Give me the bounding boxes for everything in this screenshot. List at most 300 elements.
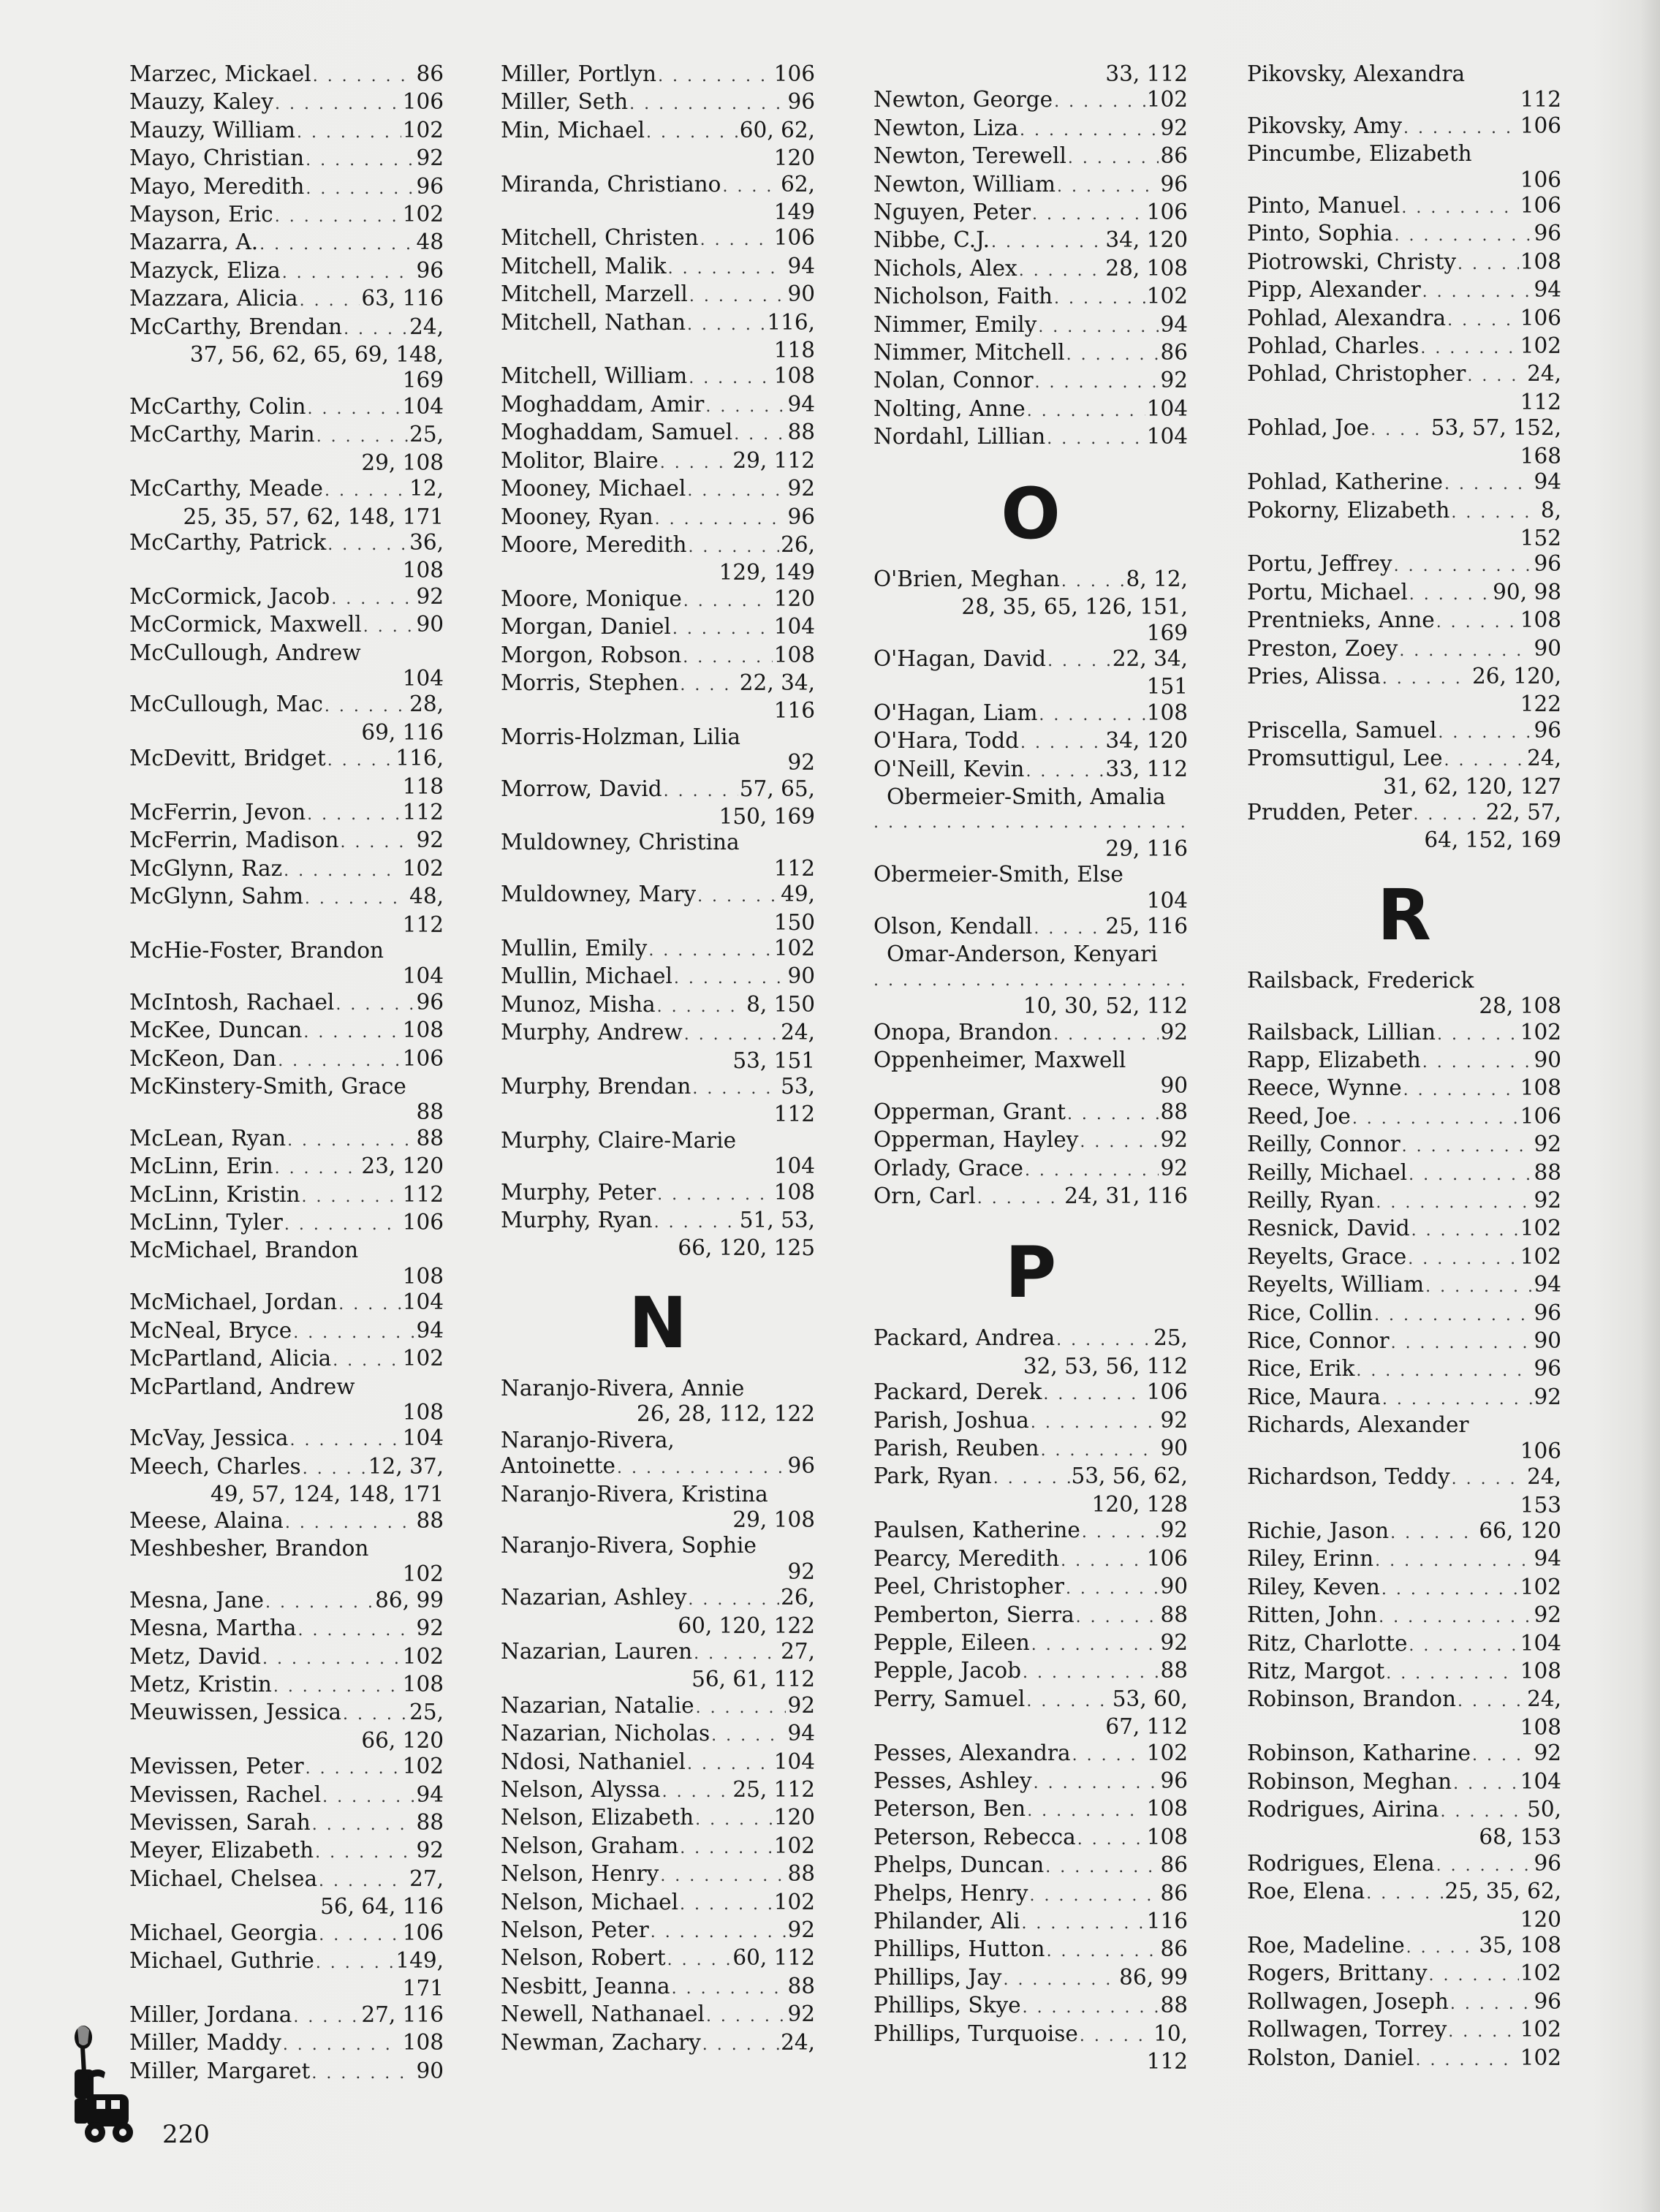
entry-name: McLinn, Tyler xyxy=(129,1210,283,1235)
entry-name: Meech, Charles xyxy=(129,1453,301,1479)
dot-leader xyxy=(1066,342,1159,368)
entry-name: Rodrigues, Airina xyxy=(1247,1796,1439,1822)
dot-leader xyxy=(1447,308,1519,333)
entry-pages: 53, 60, xyxy=(1112,1686,1188,1711)
entry-pages: 25, xyxy=(1153,1325,1188,1351)
entry-name: Muldowney, Mary xyxy=(501,882,697,907)
dot-leader xyxy=(343,1702,408,1727)
index-entry xyxy=(501,1945,815,1973)
entry-pages: 94 xyxy=(1534,469,1561,495)
entry-name: Mazyck, Eliza xyxy=(129,257,281,283)
entry-name: Pikovsky, Amy xyxy=(1247,113,1403,138)
entry-pages: 108 xyxy=(773,363,815,389)
entry-pages: 88 xyxy=(1534,1159,1561,1185)
index-entry xyxy=(129,1700,444,1754)
entry-pages: 102 xyxy=(402,1346,444,1371)
dot-leader xyxy=(1413,802,1484,827)
index-entry xyxy=(1247,1575,1561,1602)
dot-leader xyxy=(1023,1660,1159,1686)
entry-pages: 102 xyxy=(773,1833,815,1858)
entry-name: Parish, Joshua xyxy=(873,1407,1029,1433)
entry-pages: 120 xyxy=(773,1805,815,1830)
entry-pages: 86 xyxy=(1160,1880,1188,1906)
index-entry xyxy=(129,230,444,257)
index-entry xyxy=(1247,580,1561,607)
index-entry xyxy=(1247,1961,1561,1988)
entry-name: O'Brien, Meghan xyxy=(873,566,1060,591)
index-entry xyxy=(1247,1989,1561,2017)
index-entry xyxy=(129,476,444,530)
index-entry xyxy=(873,1048,1188,1099)
entry-pages-continuation: 112 xyxy=(1146,2049,1188,2074)
entry-name: Molitor, Blaire xyxy=(501,447,659,473)
entry-pages: 22, 57, xyxy=(1485,799,1561,825)
entry-pages: 24, xyxy=(409,314,444,339)
entry-pages: 88 xyxy=(787,420,815,445)
index-entry xyxy=(873,227,1188,255)
index-entry xyxy=(129,1346,444,1374)
section-letter: O xyxy=(1001,472,1061,555)
entry-pages: 92 xyxy=(787,2001,815,2027)
index-entry xyxy=(1247,746,1561,800)
index-entry xyxy=(873,1741,1188,1768)
entry-pages-continuation: 108 xyxy=(402,558,444,583)
index-entry xyxy=(1247,1933,1561,1961)
entry-name: O'Hagan, Liam xyxy=(873,700,1038,725)
dot-leader xyxy=(327,748,395,773)
entry-name: Peterson, Ben xyxy=(873,1796,1026,1822)
index-entry xyxy=(873,914,1188,942)
entry-name: Morrow, David xyxy=(501,776,662,801)
dot-leader xyxy=(1032,202,1145,227)
index-entry xyxy=(129,827,444,855)
entry-pages: 63, 116 xyxy=(361,286,444,311)
index-entry xyxy=(129,1374,444,1426)
entry-name: Morris-Holzman, Lilia xyxy=(501,724,740,749)
index-entry xyxy=(501,254,815,281)
entry-pages: 106 xyxy=(773,61,815,86)
entry-name: McHie-Foster, Brandon xyxy=(129,938,384,963)
entry-pages: 102 xyxy=(1520,1961,1561,1986)
dot-leader xyxy=(319,1923,401,1948)
entry-pages: 102 xyxy=(1146,284,1188,309)
entry-name: Mevissen, Rachel xyxy=(129,1781,322,1807)
index-entry xyxy=(129,1672,444,1700)
entry-pages: 149, xyxy=(395,1948,444,1974)
entry-pages: 50, xyxy=(1527,1796,1561,1822)
dot-leader xyxy=(331,586,414,612)
dot-leader xyxy=(1403,115,1519,141)
entry-name: Nelson, Peter xyxy=(501,1917,649,1942)
index-entry xyxy=(129,612,444,640)
entry-name: Priscella, Samuel xyxy=(1247,717,1437,743)
index-entry xyxy=(129,856,444,884)
dot-leader xyxy=(1035,370,1159,395)
entry-pages: 104 xyxy=(402,1425,444,1451)
entry-pages-continuation: 69, 116 xyxy=(361,719,444,745)
index-entry xyxy=(1247,221,1561,249)
dot-leader xyxy=(1436,610,1519,635)
entry-pages: 25, 35, 62, xyxy=(1444,1879,1561,1904)
index-entry xyxy=(129,1289,444,1317)
entry-pages: 104 xyxy=(1520,1630,1561,1656)
dot-leader xyxy=(1054,286,1145,311)
entry-pages: 96 xyxy=(787,1453,815,1479)
entry-name: Naranjo-Rivera, Annie xyxy=(501,1375,745,1401)
entry-pages: 28, xyxy=(409,692,444,717)
dot-leader xyxy=(1029,1883,1159,1909)
entry-name: Mevissen, Sarah xyxy=(129,1810,311,1835)
index-entry xyxy=(873,172,1188,200)
entry-pages: 92 xyxy=(416,583,444,609)
entry-name: Nazarian, Lauren xyxy=(501,1638,693,1664)
entry-name: Piotrowski, Christy xyxy=(1247,249,1456,274)
index-entry xyxy=(1247,1879,1561,1933)
index-entry xyxy=(501,586,815,614)
index-entry xyxy=(501,830,815,882)
dot-leader xyxy=(1072,1743,1145,1768)
index-entry xyxy=(129,118,444,145)
entry-pages: 108 xyxy=(402,1671,444,1697)
index-entry xyxy=(1247,61,1561,113)
dot-leader xyxy=(1425,1274,1532,1300)
entry-pages-continuation: 112 xyxy=(773,1102,815,1127)
entry-pages: 53, 57, 152, xyxy=(1430,415,1561,441)
index-entry xyxy=(1247,306,1561,333)
dot-leader xyxy=(683,645,772,670)
dot-leader xyxy=(684,1022,779,1048)
entry-name: Reed, Joe xyxy=(1247,1103,1351,1129)
entry-pages-continuation: 151 xyxy=(1146,674,1188,700)
entry-name: McCarthy, Patrick xyxy=(129,529,327,555)
entry-pages: 29, 112 xyxy=(732,447,815,473)
dot-leader xyxy=(1403,1077,1519,1103)
entry-name: Roe, Madeline xyxy=(1247,1933,1405,1958)
index-column-4 xyxy=(1247,61,1561,2073)
entry-pages: 106 xyxy=(1520,1103,1561,1129)
index-entry xyxy=(873,1127,1188,1155)
dot-leader xyxy=(283,2032,401,2058)
index-entry xyxy=(501,1833,815,1861)
entry-pages-continuation: 169 xyxy=(402,368,444,393)
entry-pages: 36, xyxy=(409,529,444,555)
entry-name: Nazarian, Ashley xyxy=(501,1585,687,1610)
index-entry xyxy=(873,1768,1188,1796)
entry-name: Rice, Erik xyxy=(1247,1356,1355,1382)
dot-leader xyxy=(1422,1050,1533,1075)
entry-pages: 90, 98 xyxy=(1493,579,1561,605)
entry-pages: 92 xyxy=(1160,1019,1188,1045)
dot-leader xyxy=(308,396,401,422)
dot-leader xyxy=(302,1184,401,1210)
dot-leader xyxy=(1056,1327,1152,1353)
entry-name: Meese, Alaina xyxy=(129,1507,284,1533)
index-entry xyxy=(129,1074,444,1126)
index-entry xyxy=(501,936,815,963)
entry-pages: 22, 34, xyxy=(739,670,815,695)
index-entry xyxy=(129,145,444,173)
dot-leader xyxy=(1438,720,1532,746)
dot-leader xyxy=(734,422,786,447)
entry-pages: 12, 37, xyxy=(368,1453,444,1479)
entry-pages: 96 xyxy=(1160,1768,1188,1793)
entry-pages: 92 xyxy=(787,476,815,501)
entry-pages: 34, 120 xyxy=(1105,728,1188,754)
entry-pages-continuation: 106 xyxy=(1520,1438,1561,1463)
dot-leader xyxy=(664,779,738,804)
index-entry xyxy=(501,1482,815,1534)
entry-pages-continuation: 104 xyxy=(402,963,444,989)
entry-name: Nazarian, Nicholas xyxy=(501,1721,710,1746)
entry-pages: 108 xyxy=(1146,1796,1188,1822)
index-entry xyxy=(873,1658,1188,1686)
entry-pages: 106 xyxy=(1146,1379,1188,1405)
index-entry xyxy=(501,1376,815,1428)
dot-leader xyxy=(697,884,779,909)
entry-pages: 49, xyxy=(781,882,815,907)
entry-pages-continuation: 152 xyxy=(1520,525,1561,550)
entry-name: Newell, Nathanael xyxy=(501,2001,705,2027)
index-entry xyxy=(129,1454,444,1508)
entry-name: Opperman, Hayley xyxy=(873,1127,1079,1153)
dot-leader xyxy=(1066,1576,1159,1602)
entry-pages-continuation: 31, 62, 120, 127 xyxy=(1383,773,1561,799)
entry-name: McKeon, Dan xyxy=(129,1045,277,1071)
entry-pages: 102 xyxy=(1520,1574,1561,1599)
entry-name: Murphy, Peter xyxy=(501,1179,656,1205)
entry-name: Pemberton, Sierra xyxy=(873,1602,1075,1627)
entry-name: Morgan, Daniel xyxy=(501,614,671,640)
entry-pages: 27, xyxy=(781,1638,815,1664)
entry-pages: 96 xyxy=(416,989,444,1015)
entry-pages: 92 xyxy=(1160,1629,1188,1655)
index-entry xyxy=(1247,1328,1561,1356)
dot-leader xyxy=(705,394,786,420)
entry-pages: 96 xyxy=(1534,1988,1561,2014)
dot-leader xyxy=(293,2004,360,2030)
dot-leader xyxy=(667,1947,732,1973)
entry-pages: 96 xyxy=(1534,1850,1561,1876)
entry-pages: 12, xyxy=(409,476,444,501)
entry-pages-continuation: 108 xyxy=(402,1399,444,1425)
dot-leader xyxy=(1025,1158,1159,1183)
entry-name: Mooney, Ryan xyxy=(501,504,653,529)
entry-name: Railsback, Frederick xyxy=(1247,967,1474,993)
index-column-1 xyxy=(129,61,444,2086)
entry-name: Nelson, Michael xyxy=(501,1889,679,1914)
index-entry xyxy=(501,448,815,476)
index-entry xyxy=(129,1644,444,1672)
dot-leader xyxy=(694,1641,779,1667)
dot-leader xyxy=(1054,89,1145,115)
dot-leader xyxy=(262,1646,401,1672)
index-entry xyxy=(873,424,1188,452)
entry-name: McDevitt, Bridget xyxy=(129,746,326,771)
entry-name: Preston, Zoey xyxy=(1247,635,1398,661)
entry-pages: 26, xyxy=(781,1585,815,1610)
entry-pages: 24, xyxy=(1527,361,1561,387)
entry-pages-continuation: 153 xyxy=(1520,1492,1561,1518)
dot-leader xyxy=(305,886,408,912)
dot-leader xyxy=(300,288,360,314)
index-entry xyxy=(873,1993,1188,2020)
entry-name: Min, Michael xyxy=(501,117,645,143)
index-entry xyxy=(1247,1631,1561,1659)
entry-name: McMichael, Jordan xyxy=(129,1289,338,1315)
dot-leader xyxy=(315,1840,414,1866)
entry-name: Pipp, Alexander xyxy=(1247,277,1421,303)
entry-pages: 96 xyxy=(1534,717,1561,743)
entry-name: Nguyen, Peter xyxy=(873,200,1031,225)
entry-name: Nelson, Alyssa xyxy=(501,1776,661,1802)
entry-name: McMichael, Brandon xyxy=(129,1238,359,1263)
dot-leader xyxy=(660,1863,786,1889)
entry-name: Mayson, Eric xyxy=(129,202,273,227)
entry-pages: 94 xyxy=(416,1781,444,1807)
index-entry xyxy=(873,368,1188,395)
entry-name: McCarthy, Marin xyxy=(129,422,315,447)
index-entry xyxy=(873,312,1188,340)
entry-pages: 108 xyxy=(1146,1824,1188,1849)
index-entry xyxy=(873,1183,1188,1211)
index-entry xyxy=(129,394,444,422)
entry-pages: 92 xyxy=(1534,1741,1561,1766)
dot-leader xyxy=(306,176,414,202)
entry-pages-continuation: 118 xyxy=(773,338,815,363)
entry-name: Moore, Meredith xyxy=(501,531,687,557)
index-entry xyxy=(1247,1686,1561,1741)
entry-pages: 94 xyxy=(416,1317,444,1343)
entry-pages: 60, 112 xyxy=(732,1945,815,1971)
index-entry xyxy=(501,1585,815,1639)
index-entry xyxy=(501,420,815,447)
entry-name: McCormick, Maxwell xyxy=(129,612,362,637)
entry-name: Rogers, Brittany xyxy=(1247,1961,1428,1986)
entry-pages: 26, 120, xyxy=(1472,663,1561,689)
index-entry xyxy=(129,314,444,394)
entry-pages-continuation: 88 xyxy=(416,1099,444,1125)
dot-leader xyxy=(1429,1963,1519,1988)
entry-pages-continuation: 168 xyxy=(1520,443,1561,469)
dot-leader xyxy=(689,284,787,309)
index-entry xyxy=(1247,193,1561,221)
index-entry xyxy=(129,1018,444,1045)
index-entry xyxy=(1247,1356,1561,1384)
entry-pages: 102 xyxy=(402,1643,444,1669)
index-entry xyxy=(873,757,1188,784)
entry-name: Opperman, Grant xyxy=(873,1099,1066,1124)
index-entry xyxy=(129,800,444,827)
entry-pages: 86, 99 xyxy=(375,1587,444,1613)
entry-pages: 102 xyxy=(1520,1216,1561,1241)
entry-name: Miller, Margaret xyxy=(129,2058,311,2083)
index-entry xyxy=(501,504,815,532)
entry-pages: 53, 56, 62, xyxy=(1071,1463,1188,1489)
entry-name: Murphy, Ryan xyxy=(501,1208,653,1233)
entry-name: McPartland, Alicia xyxy=(129,1346,332,1371)
dot-leader xyxy=(1053,1022,1159,1048)
entry-pages: 88 xyxy=(416,1125,444,1151)
dot-leader xyxy=(687,1751,773,1777)
entry-name: Newton, William xyxy=(873,171,1055,197)
entry-pages: 112 xyxy=(402,799,444,825)
dot-leader xyxy=(687,478,786,504)
index-entry xyxy=(1247,1412,1561,1464)
entry-name: O'Hagan, David xyxy=(873,645,1047,671)
entry-name: Pesses, Ashley xyxy=(873,1768,1032,1793)
entry-pages-continuation: 49, 57, 124, 148, 171 xyxy=(210,1482,444,1507)
dot-leader xyxy=(1409,582,1491,607)
entry-name: Portu, Jeffrey xyxy=(1247,551,1392,577)
entry-name: Phillips, Skye xyxy=(873,1993,1021,2018)
entry-name: McCormick, Jacob xyxy=(129,583,330,609)
index-entry xyxy=(501,1639,815,1693)
section-letter: P xyxy=(1004,1232,1057,1314)
entry-pages: 108 xyxy=(1520,607,1561,633)
index-entry xyxy=(501,1428,815,1482)
entry-pages-continuation: 112 xyxy=(1520,389,1561,414)
index-entry xyxy=(501,1693,815,1721)
entry-pages: 102 xyxy=(1520,2045,1561,2070)
dot-leader xyxy=(1415,2048,1518,2073)
dot-leader xyxy=(1390,1520,1477,1546)
entry-pages: 108 xyxy=(773,1179,815,1205)
entry-pages: 8, 12, xyxy=(1126,566,1188,591)
index-entry xyxy=(129,1536,444,1588)
entry-name: McVay, Jessica xyxy=(129,1425,289,1451)
entry-pages: 96 xyxy=(1534,1356,1561,1382)
dot-leader xyxy=(275,1156,360,1181)
entry-name: Oppenheimer, Maxwell xyxy=(873,1048,1126,1072)
entry-name: Perry, Samuel xyxy=(873,1686,1026,1711)
entry-name: Pepple, Jacob xyxy=(873,1658,1021,1683)
entry-pages-continuation: 120 xyxy=(1520,1906,1561,1932)
entry-name: Pokorny, Elizabeth xyxy=(1247,497,1450,523)
entry-name: Rice, Maura xyxy=(1247,1384,1381,1409)
index-entry xyxy=(1247,1602,1561,1630)
dot-leader xyxy=(706,2004,787,2029)
dot-leader xyxy=(688,534,779,560)
index-entry xyxy=(1247,249,1561,277)
index-entry xyxy=(129,1126,444,1154)
entry-name: Peterson, Rebecca xyxy=(873,1824,1076,1849)
entry-pages: 104 xyxy=(402,393,444,419)
entry-pages: 102 xyxy=(773,936,815,961)
entry-name: Phillips, Hutton xyxy=(873,1936,1045,1962)
dot-leader xyxy=(617,1455,786,1481)
entry-name: Murphy, Claire-Marie xyxy=(501,1127,737,1153)
index-entry xyxy=(1247,141,1561,193)
entry-pages-continuation: 66, 120 xyxy=(361,1727,444,1753)
index-entry xyxy=(129,1782,444,1810)
dot-leader xyxy=(668,256,787,281)
dot-leader xyxy=(1023,1995,1159,2020)
entry-name: Nicholson, Faith xyxy=(873,284,1053,309)
entry-name-continuation: Antoinette xyxy=(501,1453,615,1479)
dot-leader xyxy=(1080,1129,1159,1155)
entry-name: Peel, Christopher xyxy=(873,1574,1064,1599)
dot-leader xyxy=(1076,1605,1159,1630)
entry-pages: 106 xyxy=(1146,1545,1188,1571)
entry-pages: 112 xyxy=(402,1181,444,1207)
entry-name: Nimmer, Mitchell xyxy=(873,340,1065,365)
index-entry xyxy=(129,640,444,692)
index-entry xyxy=(501,363,815,391)
dot-leader xyxy=(1401,195,1518,221)
entry-name: Prentnieks, Anne xyxy=(1247,607,1435,633)
index-entry xyxy=(501,1533,815,1585)
entry-pages: 22, 34, xyxy=(1112,645,1188,671)
